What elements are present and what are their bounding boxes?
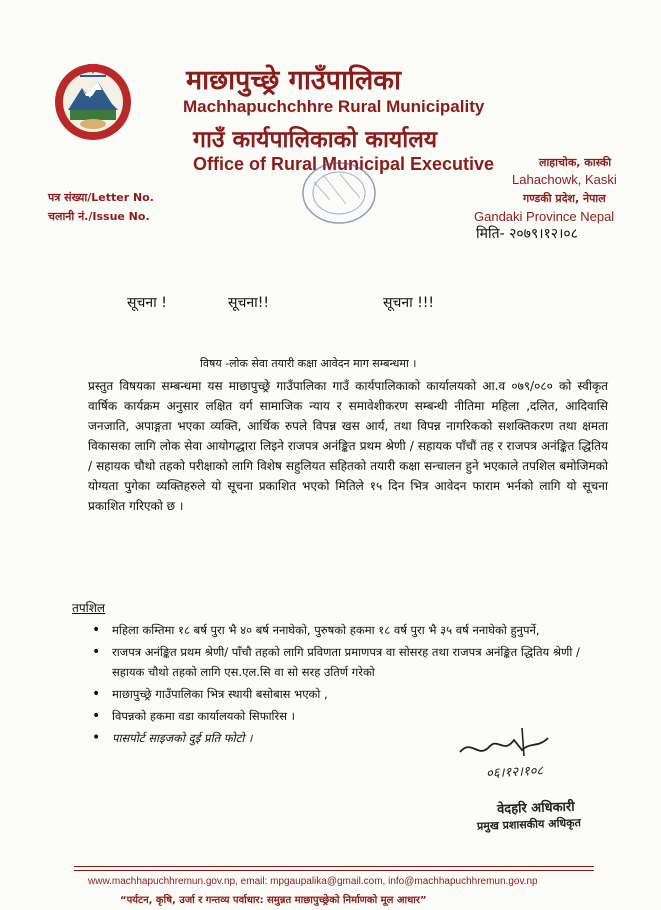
list-item: • महिला कम्तिमा १८ बर्ष पुरा भै ४० बर्ष ननाघेको, पुरुषको हकमा १८ वर्ष पुरा भै ३५ वर्ष ननाघेको हुनुपर्ने, (92, 620, 607, 640)
issue-number: चलानी नं./Issue No. (48, 210, 150, 223)
office-name-np: गाउँ कार्यपालिकाको कार्यालय (193, 127, 438, 153)
municipality-emblem (52, 58, 134, 144)
footer-divider (74, 870, 594, 871)
footer-divider (74, 866, 594, 867)
signature-date: ०६।१२।१०८ (485, 763, 544, 782)
officer-title: प्रमुख प्रशासकीय अधिकृत (476, 816, 582, 833)
officer-name: वेदहरि अधिकारी (496, 799, 575, 818)
tapsil-heading: तपशिल (72, 601, 106, 615)
address-en-line1: Lahachowk, Kaski (512, 172, 617, 187)
date-line: मिति- २०७९।१२।०८ (476, 226, 578, 242)
notice-2: सूचना!! (228, 295, 269, 311)
address-np-line1: लाहाचोक, कास्की (539, 156, 612, 169)
municipality-name-np: माछापुच्छ्रे गाउँपालिका (186, 65, 402, 96)
list-item: • माछापुच्छ्रे गाउँपालिका भित्र स्थायी बसोबास भएको , (92, 684, 607, 704)
footer-contact: www.machhapuchhremun.gov.np, email: mpgaupalika@gmail.com, info@machhapuchhremun.gov.np (88, 876, 538, 887)
notice-3: सूचना !!! (383, 295, 435, 311)
letter-number: पत्र संख्या/Letter No. (48, 191, 154, 204)
list-item: • पासपोर्ट साइजको दुई प्रति फोटो । (92, 728, 607, 748)
body-paragraph: प्रस्तुत विषयका सम्बन्धमा यस माछापुच्छ्रे गाउँपालिका गाउँ कार्यपालिकाको कार्यालयको आ.व ०७९/०८० को स्वीकृत वार्षिक कार्यक्रम अनुसार लक्षित वर्ग सामाजिक न्याय र समावेशीकरण सम्बन्धी नीतिमा महिला ,दलित, आदिवासि जनजाति, अपाङ्गता भएका व्यक्ति, आर्थिक रुपले विपन्न खस आर्य, तथा विपन्न नागरिकको सशक्तिकरण तथा क्षमता विकासका लागि लोक सेवा आयोगद्धारा लिइने राजपत्र अनंङ्कित प्रथम श्रेणी / सहायक पाँचौं तह र राजपत्र अनंङ्कित द्धितिय / सहायक चौथो तहको परीक्षाको लागि विशेष सहुलियत सहितको तयारी कक्षा सन्चालन हुने भएकाले तपशिल बमोजिमको योग्यता पुगेका व्यक्तिहरुले यो सूचना प्रकाशित भएको मितिले १५ दिन भित्र आवेदन फाराम भर्नको लागि यो सूचना प्रकाशित गरिएको छ । (88, 379, 608, 513)
address-np-line2: गण्डकी प्रदेश, नेपाल (523, 192, 606, 205)
footer-slogan: “पर्यटन, कृषि, उर्जा र गन्तव्य पर्वाधार: समुन्नत माछापुच्छ्रेको निर्माणको मूल आधार” (120, 895, 427, 906)
notice-1: सूचना ! (127, 295, 167, 311)
list-item: • राजपत्र अनंङ्कित प्रथम श्रेणी/ पाँचौ तहको लागि प्रविणता प्रमाणपत्र वा सोसरह तथा राजपत्र अनंङ्कित द्धितिय श्रेणी / सहायक चौथो तहको लागि एस.एल.सि वा सो सरह उतिर्ण गरेको (92, 642, 607, 682)
subject-line: विषय -लोक सेवा तयारी कक्षा आवेदन माग सम्बन्धमा । (200, 357, 417, 370)
address-en-line2: Gandaki Province Nepal (474, 209, 615, 224)
office-stamp (300, 160, 378, 226)
office-name-en: Office of Rural Municipal Executive (193, 154, 495, 174)
municipality-name-en: Machhapuchchhre Rural Municipality (183, 97, 485, 116)
list-item: • विपन्नको हकमा वडा कार्यालयको सिफारिस । (92, 706, 607, 726)
